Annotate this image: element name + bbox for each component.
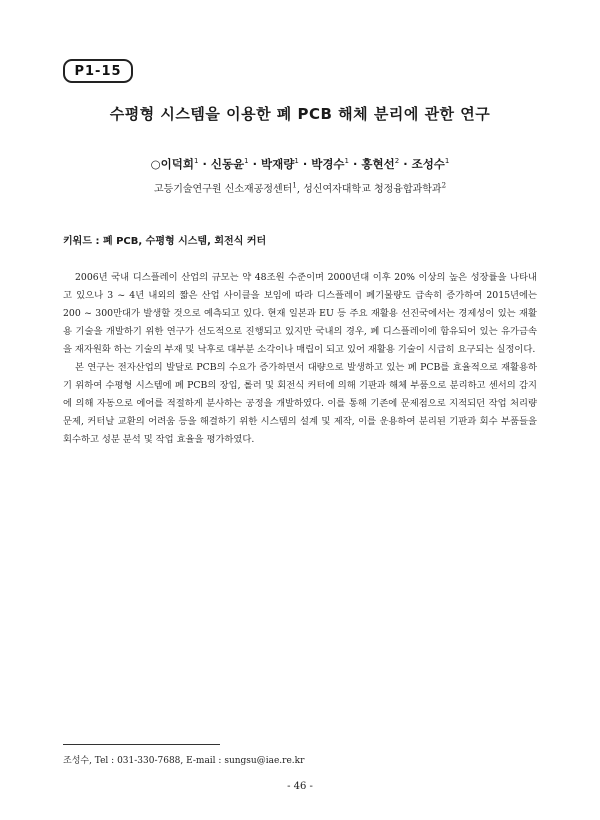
author-list: [0, 156, 600, 172]
session-code-badge: P1-15: [63, 59, 133, 83]
affiliation-item: 고등기술연구원 신소재공정센터$^1$,: [153, 181, 304, 195]
author-item: 박재량$^1$ ·: [261, 157, 312, 171]
body-paragraph: 2006년 국내 디스플레이 산업의 규모는 약 48조원 수준이며 2000년대 이후 20% 이상의 높은 성장률을 나타내고 있으나 3 ~ 4년 내외의 짧은 산업 사이클을 보임에 따라 디스플레이 폐기물량도 급속히 증가하여 2015년에는 200 ~ 300만대가 발생할 것으로 예측되고 있다. 현재 일본과 EU 등 주요 재활용 선진국에서는 경제성이 있는 재활용 기술을 개발하기 위한 연구가 선도적으로 진행되고 있지만 국내의 경우, 폐 디스플레이에 함유되어 있는 유가금속을 재자원화 하는 기술의 부재 및 낙후로 대부분 소각이나 매립이 되고 있어 재활용 기술이 시급히 요구되는 실정이다.: [63, 272, 537, 355]
author-item: 조성수$^1$: [411, 157, 450, 171]
body-paragraph: 본 연구는 전자산업의 발달로 PCB의 수요가 증가하면서 대량으로 발생하고 있는 폐 PCB를 효율적으로 재활용하기 위하여 수평형 시스템에 폐 PCB의 장입, 롤러 및 회전식 커터에 의해 기판과 해체 부품으로 분리하고 센서의 감지에 의해 자동으로 에어를 적절하게 분사하는 공정을 개발하였다. 이를 통해 기존에 문제점으로 지적되던 작업 처리량 문제, 커터날 교환의 어려움 등을 해결하기 위한 시스템의 설계 및 제작, 이를 운용하여 분리된 기판과 회수 부품들을 회수하고 성분 분석 및 작업 효율을 평가하였다.: [63, 362, 537, 445]
affiliation-item: 성신여자대학교 청정융합과학과$^2$: [303, 181, 447, 195]
paper-title: 수평형 시스템을 이용한 폐 PCB 해체 분리에 관한 연구: [109, 105, 491, 123]
abstract-body: [63, 269, 537, 449]
footnote-divider: [63, 744, 220, 745]
page-number: - 46 -: [287, 781, 313, 792]
author-item: 신동윤$^1$ ·: [210, 157, 262, 171]
corresponding-author-footnote: 조성수, Tel : 031-330-7688, E-mail : sungsu@iae.re.kr: [63, 756, 305, 766]
author-item: ○이덕희$^1$ ·: [150, 157, 211, 171]
keywords-line: 키워드 : 폐 PCB, 수평형 시스템, 회전식 커터: [63, 236, 267, 247]
author-item: 박경수$^1$ ·: [311, 157, 362, 171]
author-item: 홍현선$^2$ ·: [361, 157, 412, 171]
affiliation-line: [0, 180, 600, 195]
